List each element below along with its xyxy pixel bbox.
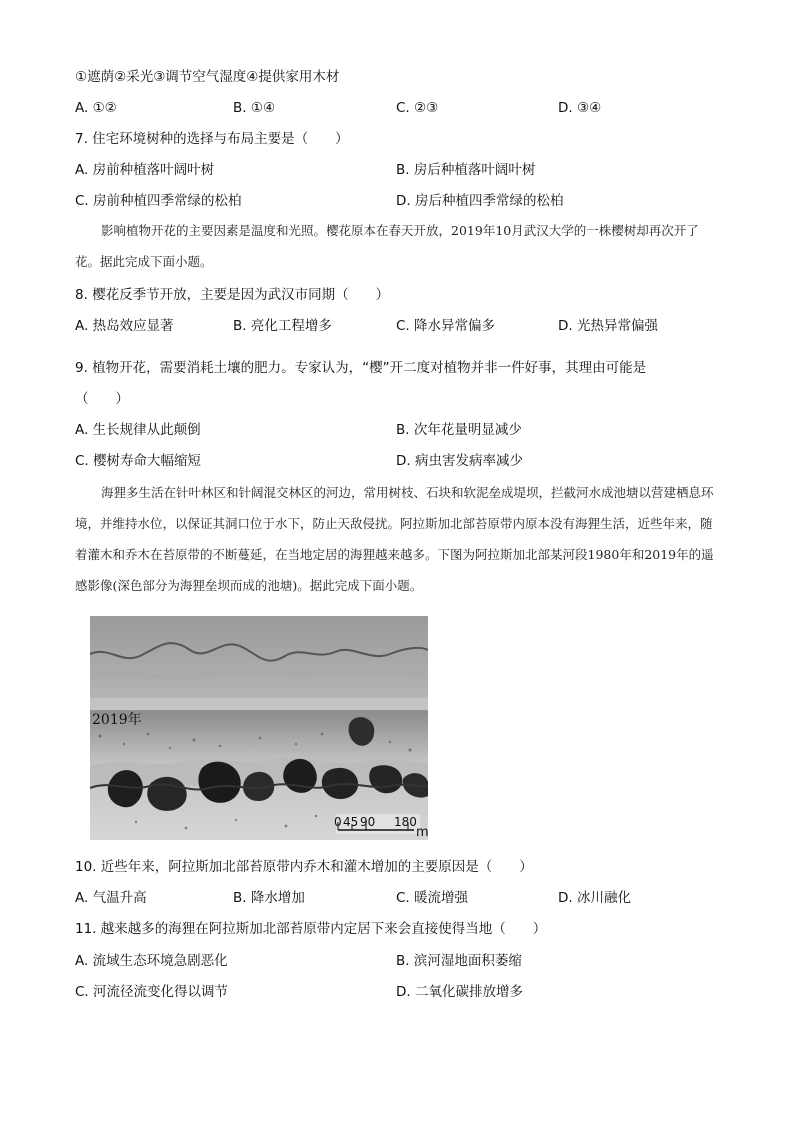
q7-option-a: A. 房前种植落叶阔叶树 [75, 162, 215, 178]
panel-1980 [90, 616, 428, 711]
q9-stem: 9. 植物开花，需要消耗土壤的肥力。专家认为，“樱”开二度对植物并非一件好事，其理由可能是 [75, 360, 647, 376]
scale-tick: 90 [360, 815, 376, 829]
q6-option-d: D. ③④ [558, 100, 602, 116]
passage-cherry-blossom [75, 215, 720, 277]
q9-option-d: D. 病虫害发病率减少 [396, 453, 523, 469]
q10-option-b: B. 降水增加 [233, 890, 305, 906]
q8-option-a: A. 热岛效应显著 [75, 318, 174, 334]
pond [147, 777, 186, 811]
q9-option-c: C. 樱树寿命大幅缩短 [75, 453, 202, 469]
q10-stem: 10. 近些年来，阿拉斯加北部苔原带内乔木和灌木增加的主要原因是（ ） [75, 859, 533, 875]
q11-stem: 11. 越来越多的海狸在阿拉斯加北部苔原带内定居下来会直接使得当地（ ） [75, 921, 547, 937]
q8-option-b: B. 亮化工程增多 [233, 318, 332, 334]
q7-option-c: C. 房前种植四季常绿的松柏 [75, 193, 242, 209]
q8-stem: 8. 樱花反季节开放，主要是因为武汉市同期（ ） [75, 287, 390, 303]
q10-option-d: D. 冰川融化 [558, 890, 631, 906]
q10-option-a: A. 气温升高 [75, 890, 147, 906]
q11-option-b: B. 滨河湿地面积萎缩 [396, 953, 522, 969]
q10-option-c: C. 暖流增强 [396, 890, 469, 906]
q9-option-b: B. 次年花量明显减少 [396, 422, 522, 438]
q6-option-a: A. ①② [75, 100, 117, 116]
q11-option-c: C. 河流径流变化得以调节 [75, 984, 229, 1000]
scale-unit: m [416, 825, 428, 840]
q6-option-c: C. ②③ [396, 100, 439, 116]
q7-option-d: D. 房后种植四季常绿的松柏 [396, 193, 564, 209]
scale-tick: 0 [334, 815, 342, 829]
scale-tick: 180 [394, 815, 417, 829]
q6-option-b: B. ①④ [233, 100, 276, 116]
scale-tick: 45 [343, 815, 359, 829]
q8-option-d: D. 光热异常偏强 [558, 318, 658, 334]
passage-beaver [75, 477, 720, 601]
passage-cherry-blossom-text: 影响植物开花的主要因素是温度和光照。樱花原本在春天开放，2019年10月武汉大学的一株樱树却再次开了花。据此完成下面小题。 [75, 223, 699, 269]
remote-sensing-image [90, 616, 428, 840]
year-label: 2019年 [92, 712, 142, 728]
q9-option-a: A. 生长规律从此颠倒 [75, 422, 201, 438]
q7-stem: 7. 住宅环境树种的选择与布局主要是（ ） [75, 131, 349, 147]
q8-option-c: C. 降水异常偏多 [396, 318, 496, 334]
passage-beaver-text: 海狸多生活在针叶林区和针阔混交林区的河边，常用树枝、石块和软泥垒成堤坝，拦截河水成池塘以营建栖息环境，并维持水位，以保证其洞口位于水下，防止天敌侵扰。阿拉斯加北部苔原带内原本没有海狸生活，近些年来，随着灌木和乔木在苔原带的不断蔓延，在当地定居的海狸越来越多。下图为阿拉斯加北部某河段1980年和2019年的遥感影像(深色部分为海狸垒坝而成的池塘)。据此完成下面小题。 [75, 485, 714, 593]
q11-option-a: A. 流域生态环境急剧恶化 [75, 953, 228, 969]
q7-option-b: B. 房后种植落叶阔叶树 [396, 162, 536, 178]
q6-stem: ①遮荫②采光③调节空气湿度④提供家用木材 [75, 69, 340, 85]
remote-sensing-image-svg [90, 616, 428, 840]
q11-option-d: D. 二氧化碳排放增多 [396, 984, 523, 1000]
q9-stem-continued: （ ） [75, 391, 129, 407]
